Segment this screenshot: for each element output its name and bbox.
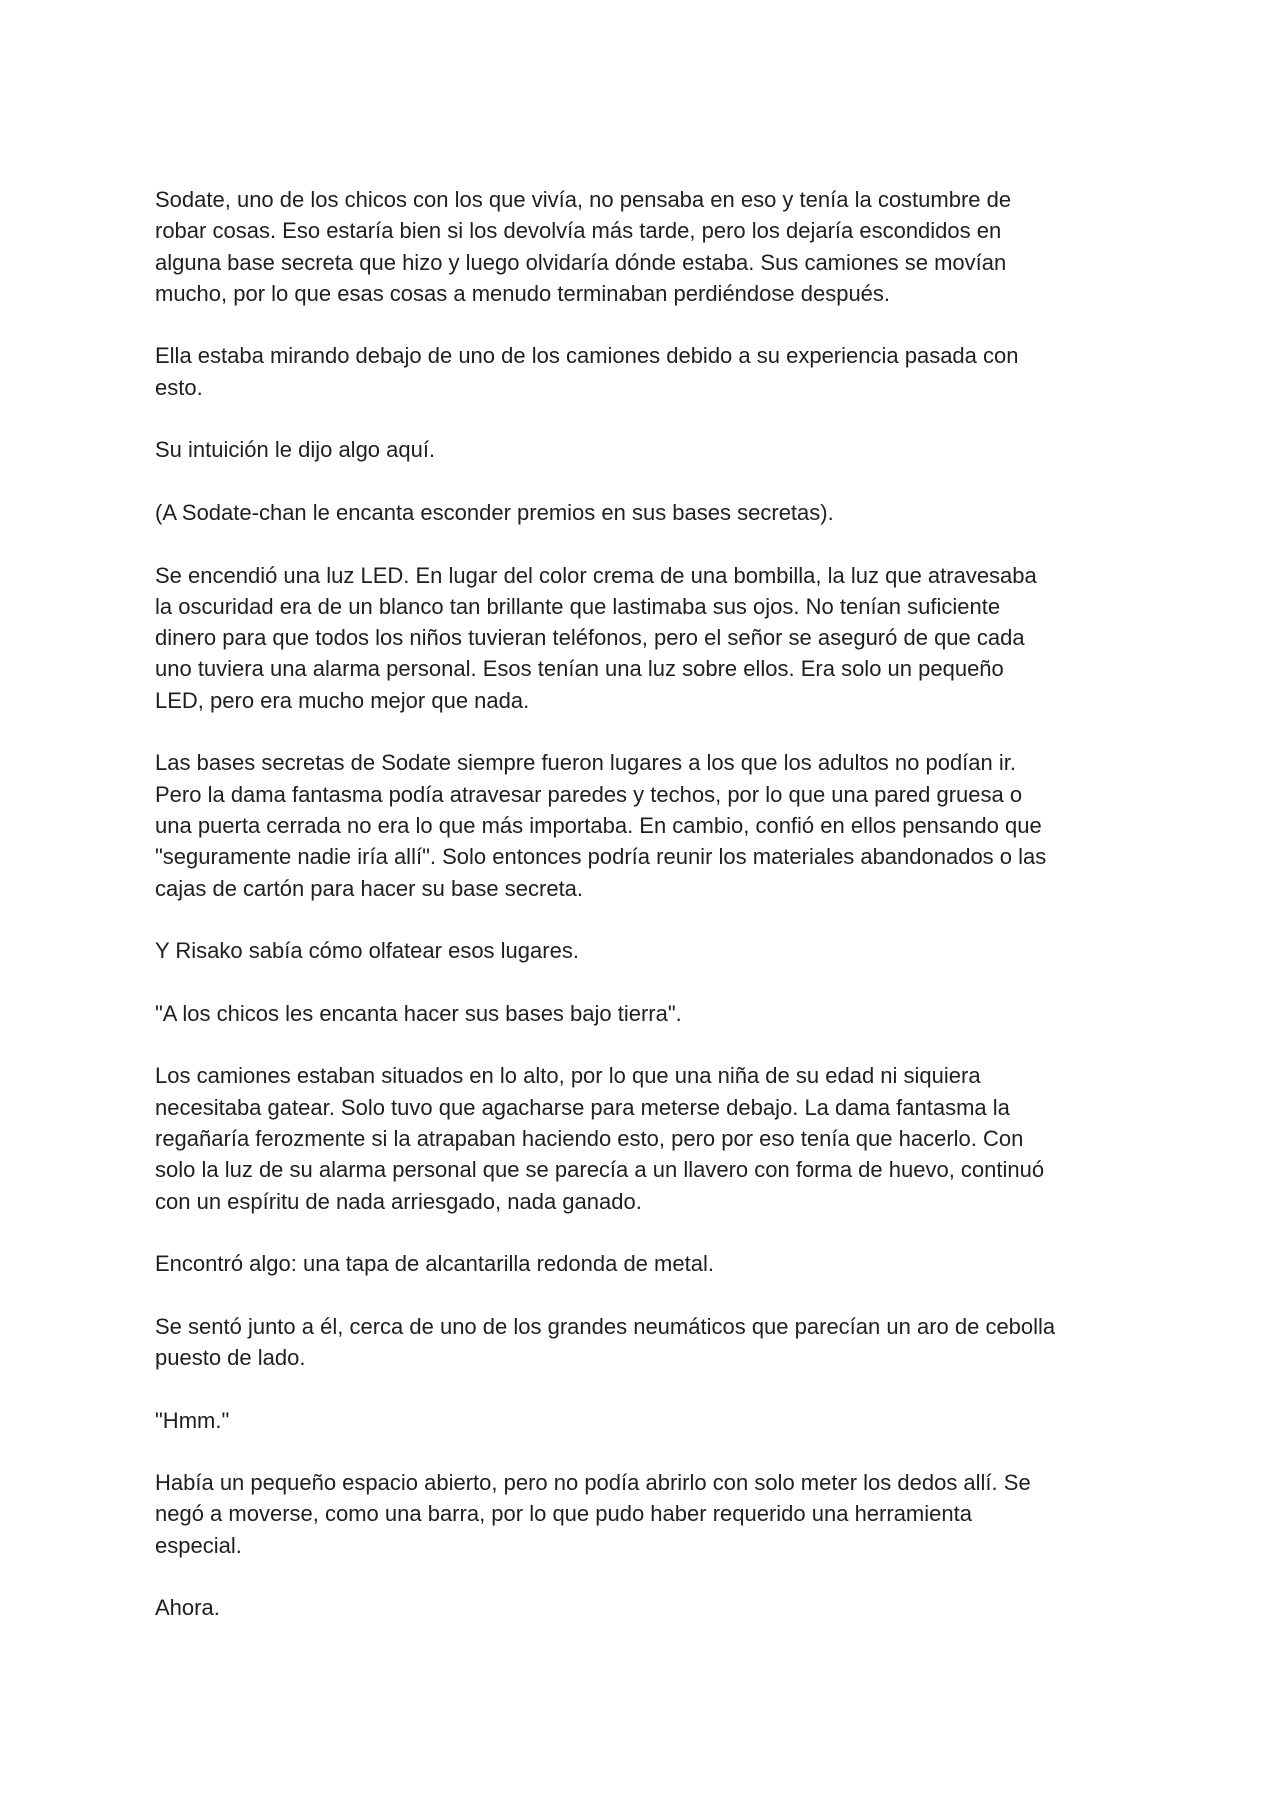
text-line: necesitaba gatear. Solo tuvo que agacharse para meterse debajo. La dama fantasma la [155, 1094, 1010, 1120]
text-line: LED, pero era mucho mejor que nada. [155, 687, 530, 713]
text-line: alguna base secreta que hizo y luego olvidaría dónde estaba. Sus camiones se movían [155, 249, 1007, 275]
text-line: esto. [155, 374, 203, 400]
text-line: robar cosas. Eso estaría bien si los devolvía más tarde, pero los dejaría escondidos en [155, 218, 1002, 244]
text-line: Se sentó junto a él, cerca de uno de los grandes neumáticos que parecían un aro de cebolla [155, 1313, 1056, 1339]
paragraph [155, 1060, 1135, 1216]
paragraph [155, 184, 1135, 309]
text-line: "seguramente nadie iría allí". Solo entonces podría reunir los materiales abandonados o las [155, 844, 1047, 870]
paragraph [155, 935, 1135, 966]
paragraph [155, 340, 1135, 403]
paragraph [155, 1311, 1135, 1374]
text-line: Pero la dama fantasma podía atravesar paredes y techos, por lo que una pared gruesa o [155, 781, 1023, 807]
paragraph [155, 1405, 1135, 1436]
text-line: una puerta cerrada no era lo que más importaba. En cambio, confió en ellos pensando que [155, 812, 1042, 838]
paragraph [155, 1467, 1135, 1561]
text-line: Su intuición le dijo algo aquí. [155, 437, 436, 463]
text-line: cajas de cartón para hacer su base secreta. [155, 875, 584, 901]
paragraph [155, 497, 1135, 528]
paragraph [155, 747, 1135, 903]
text-line: Ahora. [155, 1595, 220, 1621]
text-line: con un espíritu de nada arriesgado, nada ganado. [155, 1188, 642, 1214]
text-line: (A Sodate-chan le encanta esconder premios en sus bases secretas). [155, 499, 834, 525]
text-line: Los camiones estaban situados en lo alto, por lo que una niña de su edad ni siquiera [155, 1063, 981, 1089]
text-line: uno tuviera una alarma personal. Esos tenían una luz sobre ellos. Era solo un pequeño [155, 656, 1004, 682]
paragraph [155, 560, 1135, 716]
paragraph [155, 998, 1135, 1029]
text-line: Sodate, uno de los chicos con los que vivía, no pensaba en eso y tenía la costumbre de [155, 187, 1012, 212]
text-line: Había un pequeño espacio abierto, pero no podía abrirlo con solo meter los dedos allí. Se [155, 1470, 1031, 1496]
paragraph [155, 1248, 1135, 1279]
text-line: Encontró algo: una tapa de alcantarilla redonda de metal. [155, 1251, 714, 1277]
text-line: dinero para que todos los niños tuvieran teléfonos, pero el señor se aseguró de que cada [155, 625, 1025, 651]
text-line: mucho, por lo que esas cosas a menudo terminaban perdiéndose después. [155, 280, 891, 306]
paragraph [155, 1592, 1135, 1623]
text-line: Y Risako sabía cómo olfatear esos lugares. [155, 938, 579, 964]
text-line: solo la luz de su alarma personal que se parecía a un llavero con forma de huevo, continuó [155, 1157, 1045, 1183]
paragraph [155, 434, 1135, 465]
text-line: negó a moverse, como una barra, por lo que pudo haber requerido una herramienta [155, 1501, 972, 1527]
text-line: regañaría ferozmente si la atrapaban haciendo esto, pero por eso tenía que hacerlo. Con [155, 1125, 1024, 1151]
text-line: especial. [155, 1532, 242, 1558]
text-line: Se encendió una luz LED. En lugar del color crema de una bombilla, la luz que atravesaba [155, 562, 1037, 588]
document-body [155, 184, 1135, 1655]
text-line: Ella estaba mirando debajo de uno de los camiones debido a su experiencia pasada con [155, 343, 1019, 369]
text-line: puesto de lado. [155, 1344, 306, 1370]
text-line: Las bases secretas de Sodate siempre fueron lugares a los que los adultos no podían ir. [155, 750, 1016, 776]
text-line: "A los chicos les encanta hacer sus bases bajo tierra". [155, 1000, 682, 1026]
text-line: "Hmm." [155, 1407, 230, 1433]
text-line: la oscuridad era de un blanco tan brillante que lastimaba sus ojos. No tenían suficiente [155, 593, 1001, 619]
